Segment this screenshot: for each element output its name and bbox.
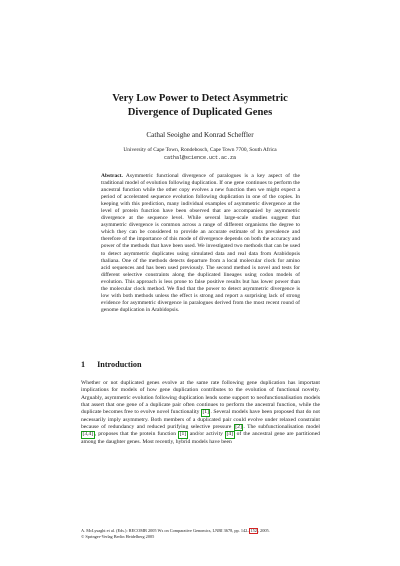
citation-link[interactable]: [1]: [202, 409, 209, 415]
abstract-label: Abstract.: [101, 173, 123, 179]
title-line-1: Very Low Power to Detect Asymmetric: [112, 93, 288, 104]
paper-title: [0, 92, 400, 120]
citation-link[interactable]: [3,4]: [82, 431, 94, 438]
citation-link[interactable]: [1]: [179, 431, 187, 438]
section-heading: [81, 360, 142, 369]
intro-text: . The subfunctionalisation model: [243, 423, 320, 430]
abstract: [101, 173, 300, 314]
introduction-paragraph: [81, 380, 320, 446]
intro-text: and/or activity: [189, 431, 223, 438]
intro-text: , proposes that the protein function: [94, 431, 177, 438]
footer-text: , 2005.: [257, 528, 270, 533]
footer-copyright: © Springer-Verlag Berlin Heidelberg 2005: [81, 534, 155, 540]
citation-link[interactable]: [2]: [235, 423, 242, 430]
intro-text: of the ancestral gene are partitioned among the daughter genes. Most recently, hybrid models have been: [81, 431, 320, 446]
section-number: 1: [81, 360, 86, 369]
page-link[interactable]: 152: [250, 528, 257, 533]
author-list: Cathal Seoighe and Konrad Scheffler: [146, 131, 254, 139]
author-email: cathal@science.uct.ac.za: [163, 155, 236, 161]
publication-footer: [81, 528, 320, 540]
introduction-body: [81, 380, 320, 446]
footer-text: A. McLysaght et al. (Eds.): RECOMB 2005 Ws on Comparative Genomics, LNBI 3678, pp. 142–: [81, 528, 250, 533]
abstract-text: Asymmetric functional divergence of paralogues is a key aspect of the traditional model of evolution following duplication. If one gene continues to perform the ancestral function while the other copy evolves a new function then we might expect a period of accelerated sequence evolution following duplication in one of the copies. In keeping with this prediction, many individual examples of asymmetric divergence at the level of protein function have been observed that are accompanied by asymmetric divergence at the sequence level. While several large-scale studies suggest that asymmetric divergence is common across a range of different organisms the degree to which they can be considered to provide an accurate estimate of its prevalence and therefore of the importance of this mode of divergence depends on both the accuracy and power of the methods that have been used. We investigated two methods that can be used to detect asymmetric duplicates using simulated data and real data from Arabidopsis thaliana. One of the methods detects departure from a local molecular clock for amino acid sequences and has been used previously. The second method is novel and tests for different selective constraints along the duplicated lineages using codon models of evolution. This approach is less prone to false positive results but has lower power than the molecular clock method. We find that the power to detect asymmetric divergence is low with both methods unless the effect is strong and report a surprising lack of strong evidence for asymmetric divergence in paralogues derived from the most recent round of genome duplication in Arabidopsis.: [101, 173, 300, 313]
intro-text: . Several models have been proposed that do not necessarily imply asymmetry. Both members of a duplicated pair could evolve under relaxed constraint because of redundancy and reduced purifying selective pressure: [81, 409, 320, 430]
intro-text: Whether or not duplicated genes evolve at the same rate following gene duplication has important implications for models of how gene duplication contributes to the evolution of functional novelty. Arguably, asymmetric evolution following duplication lends some support to neofunctionalisation models that assert that one gene of a duplicate pair often continues to perform the ancestral function, while the duplicate becomes free to evolve novel functionality: [81, 380, 320, 415]
section-title: Introduction: [97, 360, 142, 369]
citation-link[interactable]: [4]: [226, 431, 234, 438]
title-line-2: Divergence of Duplicated Genes: [127, 107, 273, 118]
affiliation: University of Cape Town, Rondebosch, Cape Town 7700, South Africa: [123, 147, 277, 153]
